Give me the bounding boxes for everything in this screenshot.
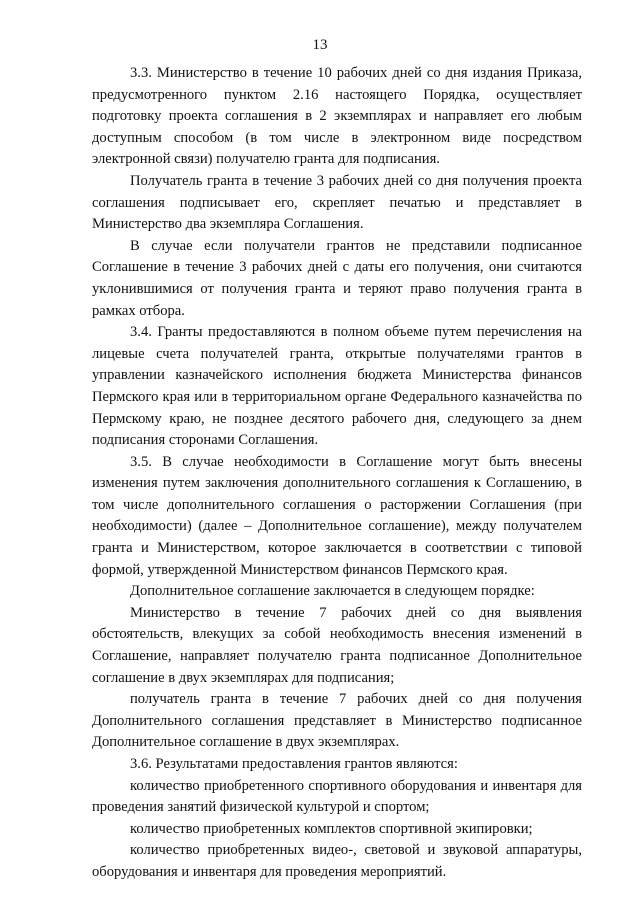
paragraph-3-4: 3.4. Гранты предоставляются в полном объеме путем перечисления на лицевые счета получателей гранта, открытые получателями грантов в управлении казначейского исполнения бюджета Министерства финансов Пермского края или в территориальном органе Федерального казначейства по Пермскому краю, не позднее десятого рабочего дня, следующего за днем подписания сторонами Соглашения.: [92, 324, 582, 449]
paragraph-3-3: 3.3. Министерство в течение 10 рабочих дней со дня издания Приказа, предусмотренного пунктом 2.16 настоящего Порядка, осуществляет подготовку проекта соглашения в 2 экземплярах и направляет его любым доступным способом (в том числе в электронном виде посредством электронной связи) получателю гранта для подписания.: [92, 65, 582, 168]
document-body: [92, 63, 582, 884]
paragraph-evasion: В случае если получатели грантов не представили подписанное Соглашение в течение 3 рабочих дней с даты его получения, они считаются уклонившимися от получения гранта и теряют право получения гранта в рамках отбора.: [92, 237, 582, 319]
paragraph-recipient-returns: получатель гранта в течение 7 рабочих дней со дня получения Дополнительного соглашения представляет в Министерство подписанное Дополнительное соглашение в двух экземплярах.: [92, 691, 582, 751]
paragraph-signing: Получатель гранта в течение 3 рабочих дней со дня получения проекта соглашения подписывает его, скрепляет печатью и представляет в Министерство два экземпляра Соглашения.: [92, 172, 582, 233]
result-item-av-equipment: количество приобретенных видео-, световой и звуковой аппаратуры, оборудования и инвентаря для проведения мероприятий.: [92, 842, 582, 880]
result-item-sports-equipment: количество приобретенного спортивного оборудования и инвентаря для проведения занятий физической культурой и спортом;: [92, 777, 582, 816]
paragraph-order-intro: Дополнительное соглашение заключается в следующем порядке:: [130, 583, 535, 600]
page-number: 13: [312, 37, 328, 53]
paragraph-3-5: 3.5. В случае необходимости в Соглашение могут быть внесены изменения путем заключения дополнительного соглашения к Соглашению, в том числе дополнительного соглашения о расторжении Соглашения (при необходимости) (далее – Дополнительное соглашение), между получателем гранта и Министерством, которое заключается в соответствии с типовой формой, утвержденной Министерством финансов Пермского края.: [92, 453, 582, 578]
paragraph-3-6: 3.6. Результатами предоставления грантов являются:: [130, 756, 458, 772]
result-item-sports-kits: количество приобретенных комплектов спортивной экипировки;: [130, 820, 533, 837]
paragraph-ministry-sends: Министерство в течение 7 рабочих дней со дня выявления обстоятельств, влекущих за собой необходимость внесения изменений в Соглашение, направляет получателю гранта подписанное Дополнительное соглашение в двух экземплярах для подписания;: [92, 604, 582, 686]
